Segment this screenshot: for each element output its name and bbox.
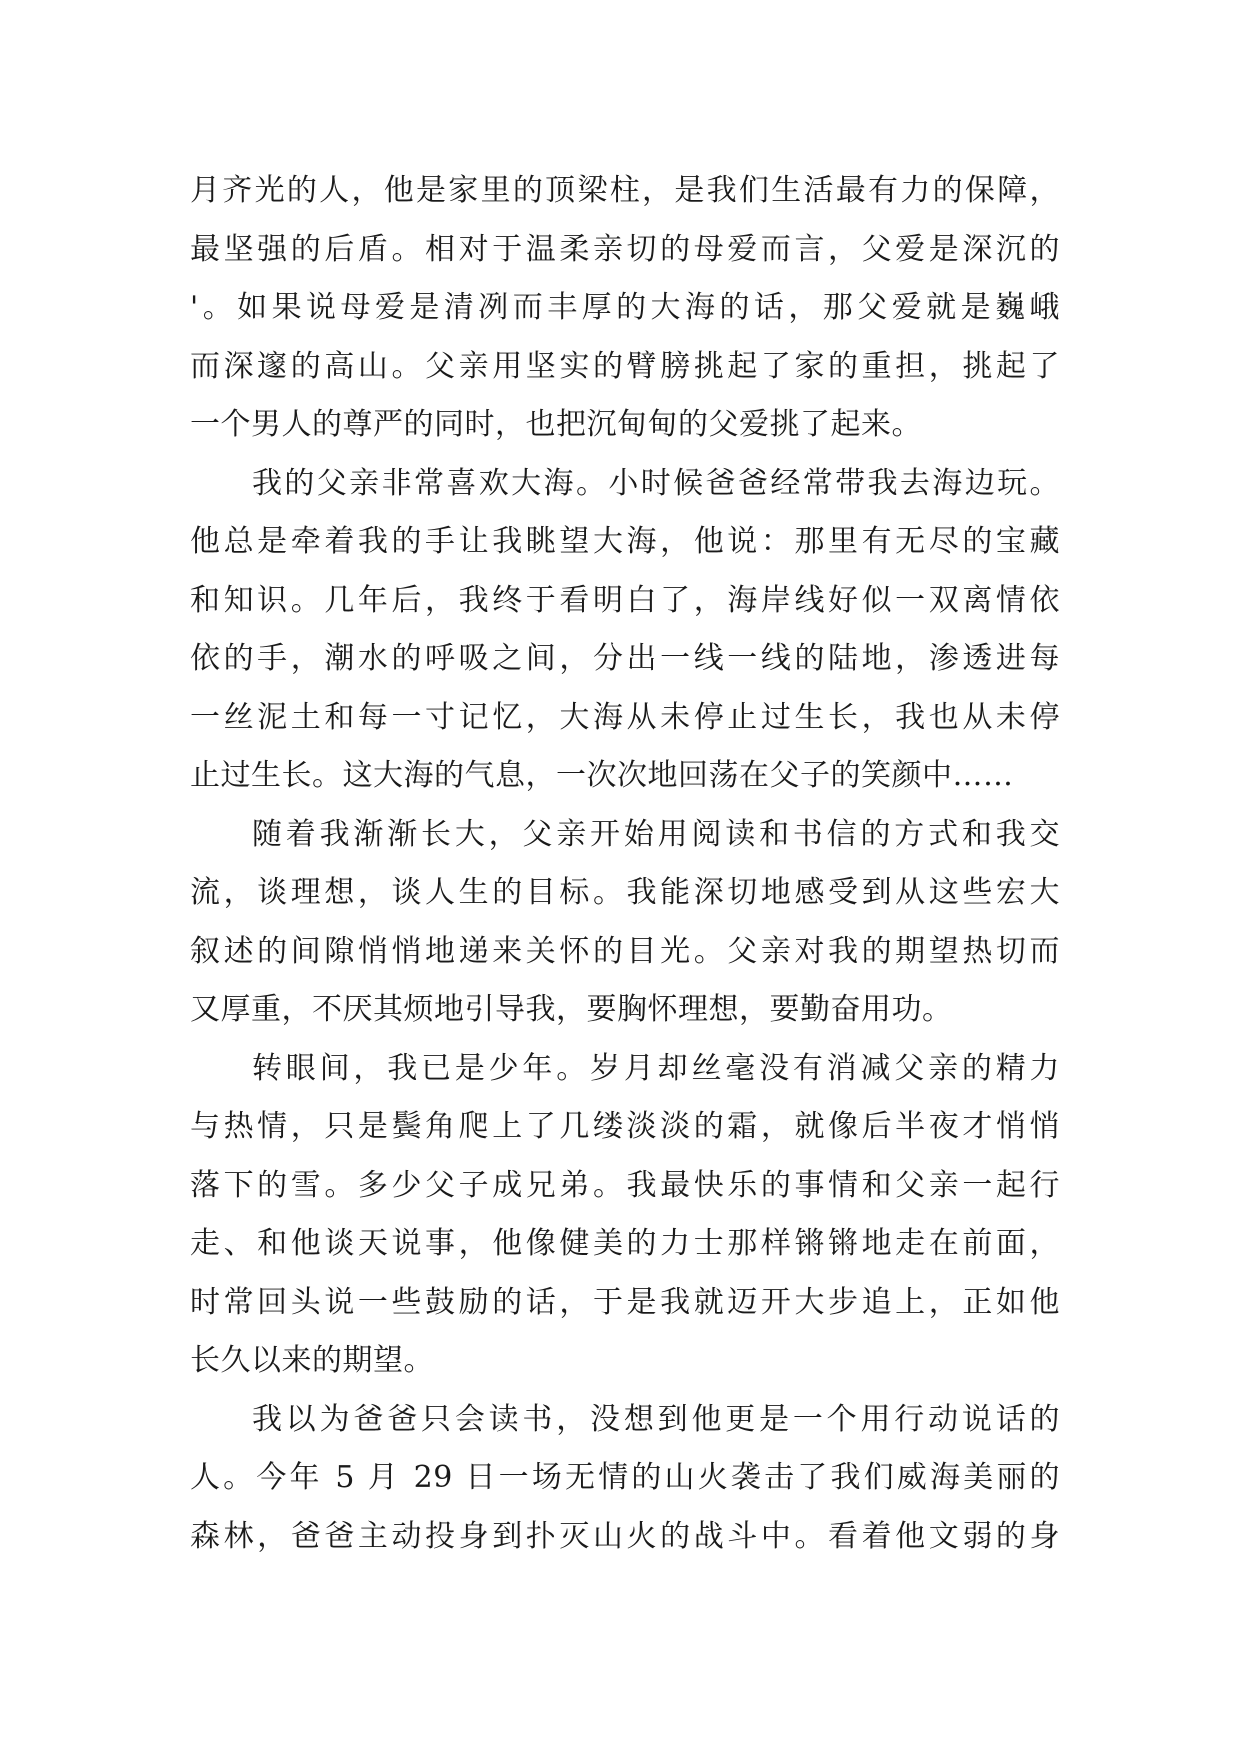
text-line: 月齐光的人，他是家里的顶梁柱，是我们生活最有力的保障， — [190, 173, 1060, 208]
text-line: 时常回头说一些鼓励的话，于是我就迈开大步追上，正如他 — [190, 1284, 1060, 1320]
text-line: 走、和他谈天说事，他像健美的力士那样锵锵地走在前面， — [190, 1226, 1060, 1261]
text-line: 叙述的间隙悄悄地递来关怀的目光。父亲对我的期望热切而 — [190, 933, 1060, 969]
text-line: 我以为爸爸只会读书，没想到他更是一个用行动说话的 — [252, 1401, 1060, 1437]
text-line: 而深邃的高山。父亲用坚实的臂膀挑起了家的重担，挑起了 — [190, 348, 1060, 384]
text-line: 森林，爸爸主动投身到扑灭山火的战斗中。看着他文弱的身 — [190, 1518, 1060, 1554]
text-line: 随着我渐渐长大，父亲开始用阅读和书信的方式和我交 — [252, 816, 1060, 852]
paragraph-4 — [190, 1040, 1060, 1391]
text-line: 和知识。几年后，我终于看明白了，海岸线好似一双离情依 — [190, 582, 1060, 618]
paragraph-5 — [190, 1391, 1060, 1567]
paragraph-2 — [190, 455, 1060, 806]
text-line: 止过生长。这大海的气息，一次次地回荡在父子的笑颜中…… — [190, 758, 1014, 793]
text-line: 人。今年 5 月 29 日一场无情的山火袭击了我们威海美丽的 — [190, 1460, 1060, 1495]
text-line: 我的父亲非常喜欢大海。小时候爸爸经常带我去海边玩。 — [252, 465, 1060, 501]
text-line: 依的手，潮水的呼吸之间，分出一线一线的陆地，渗透进每 — [190, 641, 1060, 676]
text-line: 他总是牵着我的手让我眺望大海，他说：那里有无尽的宝藏 — [190, 524, 1060, 559]
text-line: 又厚重，不厌其烦地引导我，要胸怀理想，要勤奋用功。 — [190, 992, 953, 1027]
text-line: 最坚强的后盾。相对于温柔亲切的母爱而言，父爱是深沉的 — [190, 231, 1060, 267]
text-line: 一丝泥土和每一寸记忆，大海从未停止过生长，我也从未停 — [190, 699, 1060, 735]
text-line: 转眼间，我已是少年。岁月却丝毫没有消减父亲的精力 — [252, 1050, 1060, 1086]
text-line: 一个男人的尊严的同时，也把沉甸甸的父爱挑了起来。 — [190, 407, 922, 442]
text-line: 与热情，只是鬓角爬上了几缕淡淡的霜，就像后半夜才悄悄 — [190, 1109, 1060, 1144]
paragraph-3 — [190, 806, 1060, 1040]
text-line: 落下的雪。多少父子成兄弟。我最快乐的事情和父亲一起行 — [190, 1167, 1060, 1203]
paragraph-1 — [190, 162, 1060, 455]
text-line: 流，谈理想，谈人生的目标。我能深切地感受到从这些宏大 — [190, 875, 1060, 910]
text-line: 长久以来的期望。 — [190, 1343, 434, 1378]
document-body — [190, 162, 1060, 1566]
text-line: '。如果说母爱是清冽而丰厚的大海的话，那父爱就是巍峨 — [190, 290, 1060, 325]
